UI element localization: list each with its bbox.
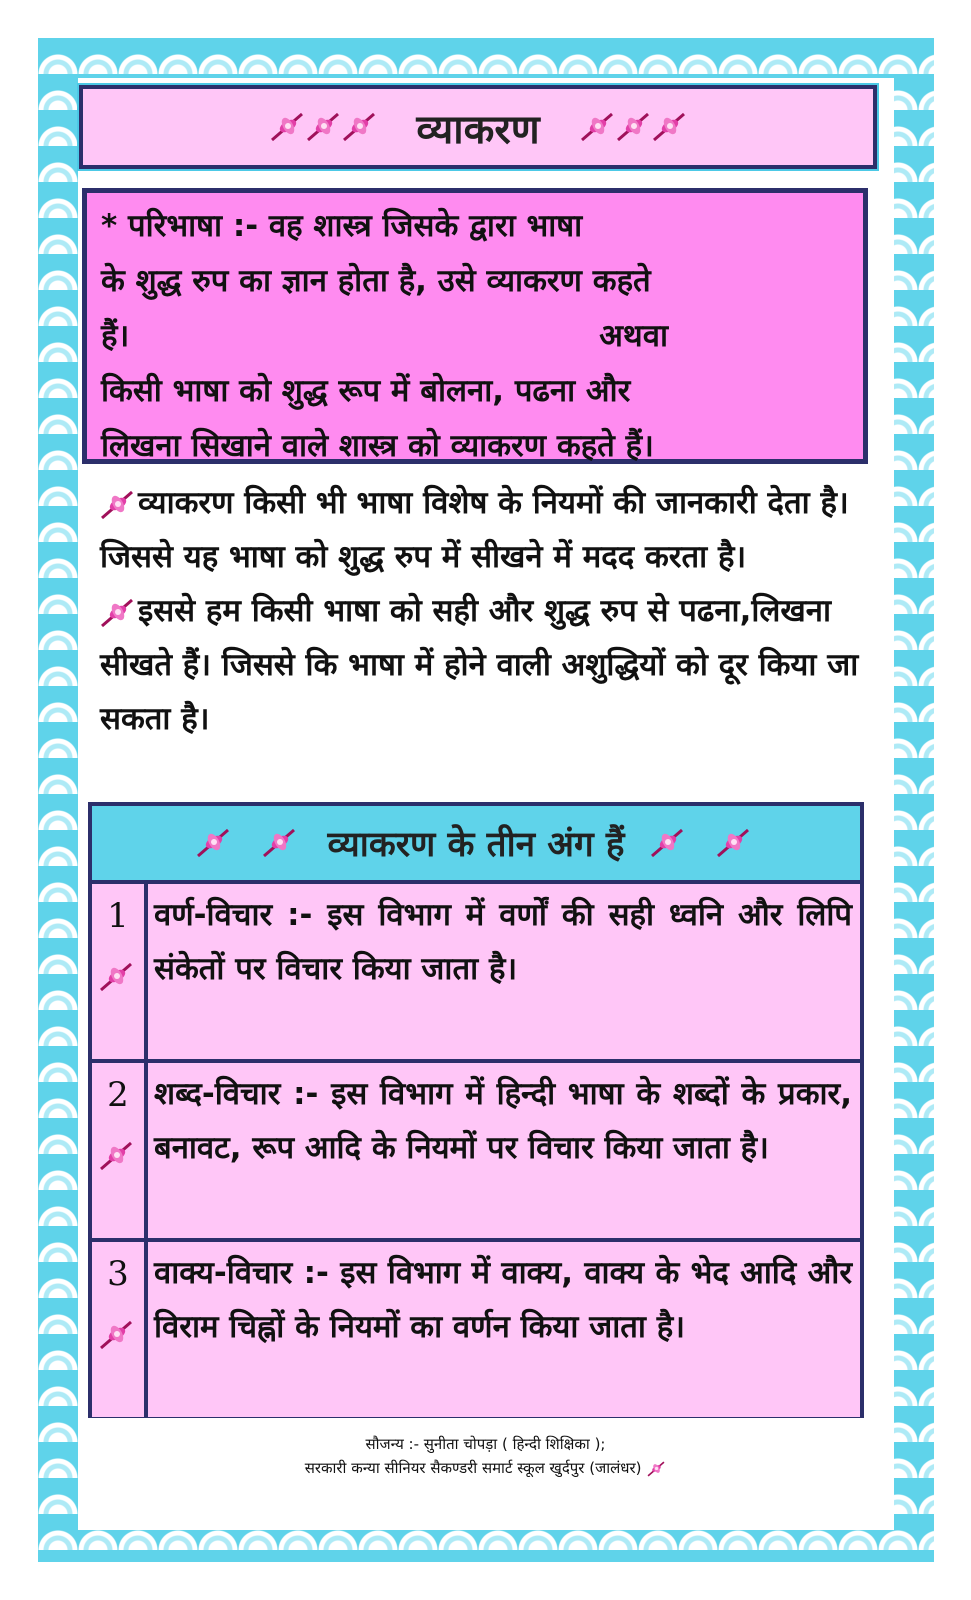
definition-box [82, 188, 868, 464]
table-row [92, 884, 860, 1063]
flower-icon [646, 1460, 666, 1478]
grammar-parts-heading [92, 806, 860, 884]
definition-line-end: हैं। [101, 318, 130, 354]
flower-icon [196, 826, 236, 860]
row-number-cell [92, 1242, 148, 1417]
definition-line [101, 309, 849, 364]
flower-icon-group-left [270, 110, 376, 144]
grammar-point-text: व्याकरण किसी भी भाषा विशेष के नियमों की जानकारी देता है। जिससे यह भाषा को शुद्ध रुप में सीखने में मदद करता है। [100, 485, 849, 575]
flower-icon [99, 960, 137, 994]
credit-line: सौजन्य :- सुनीता चोपड़ा ( हिन्दी शिक्षिका ); [365, 1435, 606, 1453]
definition-line: के शुद्ध रुप का ज्ञान होता है, उसे व्याकरण कहते [101, 263, 651, 299]
grammar-points [100, 476, 860, 746]
row-number-cell [92, 884, 148, 1059]
table-row [92, 1063, 860, 1242]
grammar-point [100, 584, 860, 746]
definition-line: लिखना सिखाने वाले शास्त्र को व्याकरण कहते हैं। [101, 428, 654, 464]
flower-icon [270, 110, 304, 144]
flower-icon [99, 1318, 137, 1352]
definition-line: * परिभाषा :- वह शास्त्र जिसके द्वारा भाषा [101, 208, 583, 244]
table-row [92, 1242, 860, 1417]
flower-icon [342, 110, 376, 144]
flower-icon [716, 826, 756, 860]
grammar-point [100, 476, 860, 584]
flower-icon [99, 1139, 137, 1173]
credit-footer [0, 1432, 971, 1480]
row-text: वाक्य-विचार :- इस विभाग में वाक्य, वाक्य के भेद आदि और विराम चिह्नों के नियमों का वर्णन किया जाता है। [148, 1242, 860, 1417]
flower-icon [650, 826, 690, 860]
flower-icon [306, 110, 340, 144]
or-word: अथवा [599, 318, 668, 354]
row-number-cell [92, 1063, 148, 1238]
flower-icon [616, 110, 650, 144]
flower-icon [580, 110, 614, 144]
title-banner [78, 84, 878, 170]
credit-line [0, 1456, 971, 1480]
grammar-parts-title: व्याकरण के तीन अंग हैं [327, 824, 625, 865]
flower-bullet-icon [100, 596, 136, 630]
row-text: वर्ण-विचार :- इस विभाग में वर्णों की सही ध्वनि और लिपि संकेतों पर विचार किया जाता है। [148, 884, 860, 1059]
grammar-point-text: इससे हम किसी भाषा को सही और शुद्ध रुप से पढना,लिखना सीखते हैं। जिससे कि भाषा में होने वाली अशुद्धियों को दूर किया जा सकता है। [100, 593, 859, 737]
credit-school: सरकारी कन्या सीनियर सैकण्डरी समार्ट स्कूल खुर्दपुर (जालंधर) [304, 1459, 642, 1477]
flower-icon-group-right [580, 110, 686, 144]
page-title: व्याकरण [416, 106, 540, 153]
flower-bullet-icon [100, 488, 136, 522]
flower-icon [652, 110, 686, 144]
definition-line: किसी भाषा को शुद्ध रूप में बोलना, पढना और [101, 373, 631, 409]
row-number: 2 [107, 1075, 129, 1115]
row-number: 3 [107, 1254, 129, 1294]
row-text: शब्द-विचार :- इस विभाग में हिन्दी भाषा के शब्दों के प्रकार, बनावट, रूप आदि के नियमों पर विचार किया जाता है। [148, 1063, 860, 1238]
row-number: 1 [107, 896, 129, 936]
flower-icon [262, 826, 302, 860]
grammar-parts-table [88, 802, 864, 1418]
